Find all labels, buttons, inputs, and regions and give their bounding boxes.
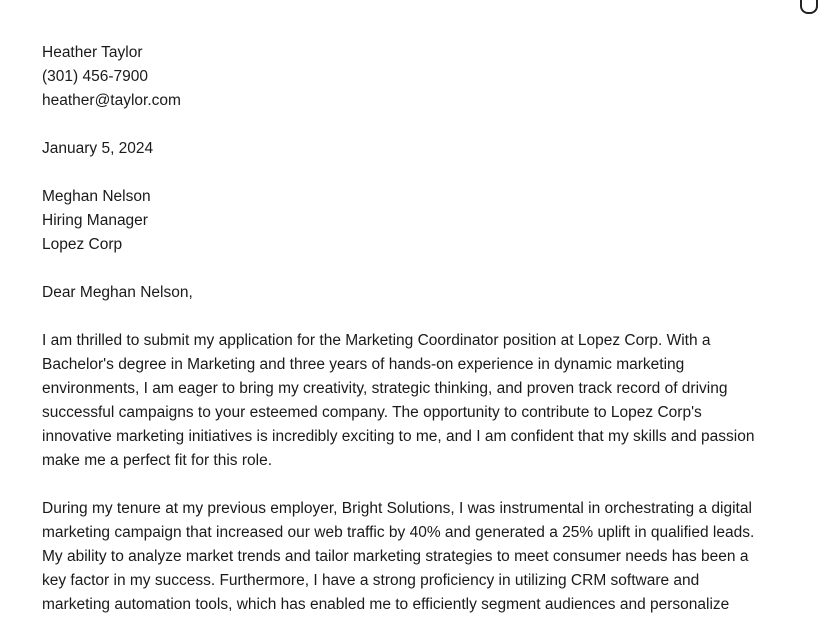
cover-letter	[42, 41, 790, 617]
paragraph-line: Bachelor's degree in Marketing and three years of hands-on experience in dynamic marketing	[42, 356, 685, 373]
spacer	[42, 305, 790, 329]
paragraph-line: key factor in my success. Furthermore, I have a strong proficiency in utilizing CRM software and	[42, 572, 700, 589]
letter-date: January 5, 2024	[42, 140, 154, 157]
sender-block	[42, 41, 790, 113]
sender-email: heather@taylor.com	[42, 92, 181, 109]
paragraph-line: innovative marketing initiatives is incredibly exciting to me, and I am confident that my skills and passion	[42, 428, 755, 445]
paragraph-line: My ability to analyze market trends and tailor marketing strategies to meet consumer needs has been a	[42, 548, 749, 565]
salutation: Dear Meghan Nelson,	[42, 284, 193, 301]
paragraph-line: make me a perfect fit for this role.	[42, 452, 273, 469]
recipient-name: Meghan Nelson	[42, 188, 151, 205]
sender-phone: (301) 456-7900	[42, 68, 148, 85]
paragraph-line: environments, I am eager to bring my creativity, strategic thinking, and proven track record of driving	[42, 380, 728, 397]
body-paragraph-2	[42, 497, 790, 617]
recipient-block	[42, 185, 790, 257]
recipient-company: Lopez Corp	[42, 236, 123, 253]
paragraph-line: I am thrilled to submit my application for the Marketing Coordinator position at Lopez Corp. With a	[42, 332, 711, 349]
paragraph-line: marketing automation tools, which has enabled me to efficiently segment audiences and personalize	[42, 596, 730, 613]
paragraph-line: successful campaigns to your esteemed company. The opportunity to contribute to Lopez Corp's	[42, 404, 702, 421]
recipient-title: Hiring Manager	[42, 212, 148, 229]
body-paragraph-1	[42, 329, 790, 473]
spacer	[42, 257, 790, 281]
spacer	[42, 161, 790, 185]
sender-name: Heather Taylor	[42, 44, 143, 61]
paragraph-line: marketing campaign that increased our web traffic by 40% and generated a 25% uplift in qualified leads.	[42, 524, 755, 541]
paragraph-line: During my tenure at my previous employer, Bright Solutions, I was instrumental in orchestrating a digital	[42, 500, 752, 517]
corner-fragment-icon	[800, 0, 818, 14]
spacer	[42, 473, 790, 497]
spacer	[42, 113, 790, 137]
